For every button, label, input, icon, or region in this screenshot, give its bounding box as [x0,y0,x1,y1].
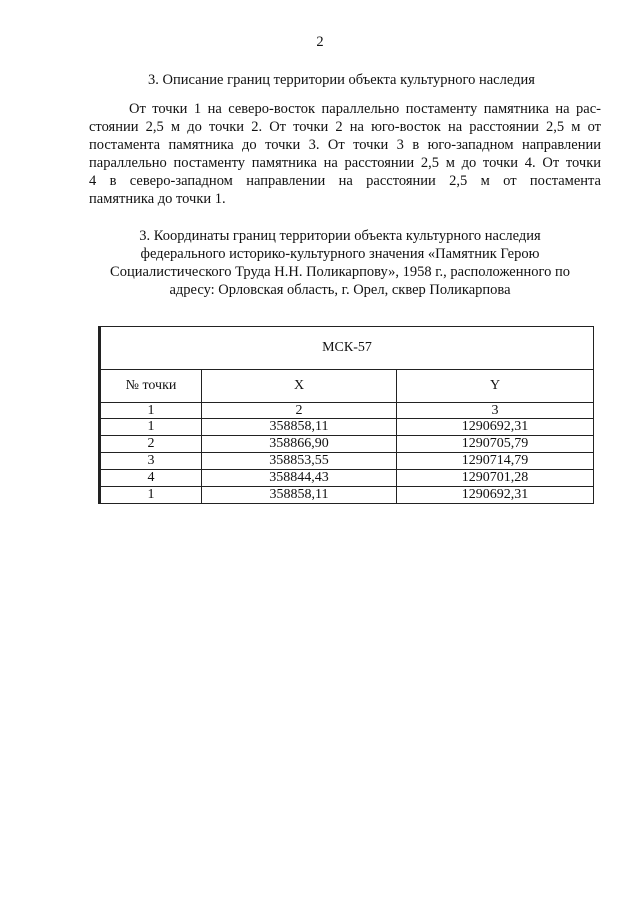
x-coordinate-cell: 358844,43 [202,470,397,487]
header-x: X [202,370,397,403]
y-coordinate-cell: 1290692,31 [397,487,594,504]
description-line: стоянии 2,5 м до точки 2. От точки 2 на юго-восток на расстоянии 2,5 м от [89,119,601,135]
x-coordinate-cell: 358866,90 [202,436,397,453]
table-row [100,453,594,470]
header-y: Y [397,370,594,403]
page-number: 2 [316,34,324,50]
y-coordinate-cell: 1290701,28 [397,470,594,487]
coordinates-heading-line: федерального историко-культурного значения «Памятник Герою [140,246,540,262]
table-cell: 1 [100,403,202,419]
point-number-cell: 1 [100,487,202,504]
table-row [100,487,594,504]
coordinate-system-row [100,327,594,370]
point-number-cell: 3 [100,453,202,470]
coordinates-heading-line: 3. Координаты границ территории объекта культурного наследия [139,228,541,244]
section-heading: 3. Описание границ территории объекта культурного наследия [148,72,535,88]
table-row [100,436,594,453]
description-line: памятника до точки 1. [89,191,226,207]
boundary-description [89,100,601,208]
table-header-row [100,370,594,403]
y-coordinate-cell: 1290705,79 [397,436,594,453]
table-row [100,470,594,487]
point-number-cell: 1 [100,419,202,436]
coordinates-heading-line: адресу: Орловская область, г. Орел, сквер Поликарпова [169,282,511,298]
table-row [100,419,594,436]
x-coordinate-cell: 358858,11 [202,487,397,504]
description-line: параллельно постаменту памятника на расстоянии 2,5 м до точки 4. От точки [89,155,601,171]
header-point-number: № точки [100,370,202,403]
coordinates-table [98,326,594,504]
y-coordinate-cell: 1290692,31 [397,419,594,436]
description-line: постамента памятника до точки 3. От точки 3 в юго-западном направлении [89,137,601,153]
table-cell: 2 [202,403,397,419]
point-number-cell: 4 [100,470,202,487]
column-index-row [100,403,594,419]
point-number-cell: 2 [100,436,202,453]
description-line: 4 в северо-западном направлении на расстоянии 2,5 м от постамента [89,173,601,189]
x-coordinate-cell: 358853,55 [202,453,397,470]
description-line: От точки 1 на северо-восток параллельно постаменту памятника на рас- [129,101,601,117]
coordinate-system-label: МСК-57 [100,327,594,370]
y-coordinate-cell: 1290714,79 [397,453,594,470]
x-coordinate-cell: 358858,11 [202,419,397,436]
coordinates-heading-line: Социалистического Труда Н.Н. Поликарпову», 1958 г., расположенного по [110,264,570,280]
coordinates-heading [0,227,640,299]
table-cell: 3 [397,403,594,419]
